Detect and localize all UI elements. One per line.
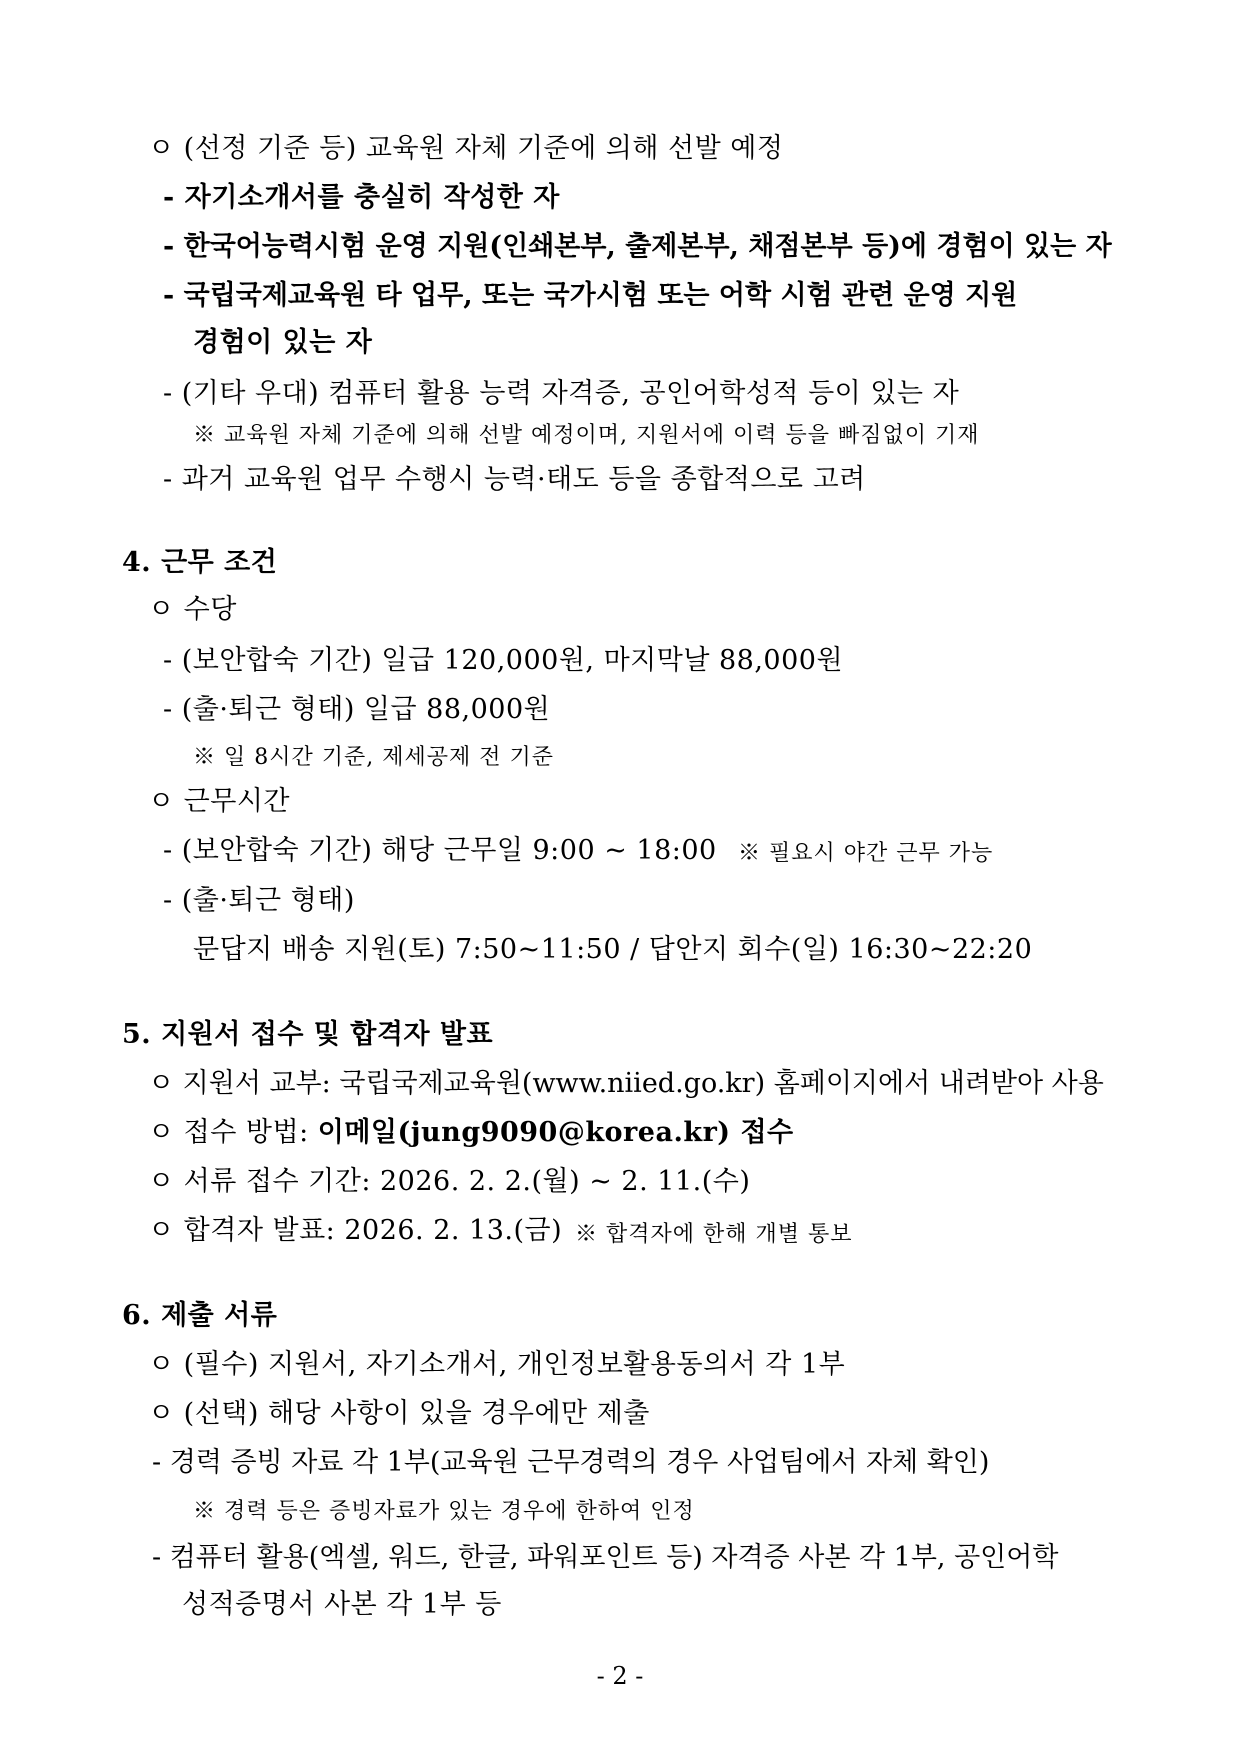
section-4-title: 4. 근무 조건 <box>122 547 278 578</box>
pay-line-1: - (보안합숙 기간) 일급 120,000원, 마지막날 88,000원 <box>163 645 844 676</box>
criteria-extra: - (기타 우대) 컴퓨터 활용 능력 자격증, 공인어학성적 등이 있는 자 <box>163 378 960 409</box>
section-5-title: 5. 지원서 접수 및 합격자 발표 <box>122 1019 494 1050</box>
career-documents: - 경력 증빙 자료 각 1부(교육원 근무경력의 경우 사업팀에서 자체 확인) <box>152 1447 990 1478</box>
application-method <box>148 1115 794 1151</box>
announcement-date: ㅇ 합격자 발표: 2026. 2. 13.(금) <box>148 1215 563 1246</box>
hours-line-1: - (보안합숙 기간) 해당 근무일 9:00 ~ 18:00 <box>163 835 717 866</box>
criteria-item-3: - 국립국제교육원 타 업무, 또는 국가시험 또는 어학 시험 관련 운영 지원 <box>163 280 1018 311</box>
criteria-intro: ㅇ (선정 기준 등) 교육원 자체 기준에 의해 선발 예정 <box>148 133 784 164</box>
hours-label: ㅇ 근무시간 <box>148 786 290 817</box>
application-method-label: ㅇ 접수 방법: <box>148 1117 318 1148</box>
pay-label: ㅇ 수당 <box>148 594 237 625</box>
computer-documents-line-1: - 컴퓨터 활용(엑셀, 워드, 한글, 파워포인트 등) 자격증 사본 각 1부, 공인어학 <box>152 1542 1059 1573</box>
criteria-extra-note: ※ 교육원 자체 기준에 의해 선발 예정이며, 지원서에 이력 등을 빠짐없이 기재 <box>193 423 980 448</box>
hours-line-2: - (출·퇴근 형태) <box>163 885 355 916</box>
criteria-past: - 과거 교육원 업무 수행시 능력·태도 등을 종합적으로 고려 <box>163 464 866 495</box>
application-email: 이메일(jung9090@korea.kr) 접수 <box>317 1117 794 1148</box>
required-documents: ㅇ (필수) 지원서, 자기소개서, 개인정보활용동의서 각 1부 <box>148 1349 846 1380</box>
criteria-item-1: - 자기소개서를 충실히 작성한 자 <box>163 182 560 213</box>
page-number: - 2 - <box>596 1662 644 1690</box>
optional-documents: ㅇ (선택) 해당 사항이 있을 경우에만 제출 <box>148 1398 650 1429</box>
hours-line-3: 문답지 배송 지원(토) 7:50~11:50 / 답안지 회수(일) 16:30~22:20 <box>193 934 1033 965</box>
career-note: ※ 경력 등은 증빙자료가 있는 경우에 한하여 인정 <box>193 1499 695 1524</box>
application-period: ㅇ 서류 접수 기간: 2026. 2. 2.(월) ~ 2. 11.(수) <box>148 1166 751 1197</box>
application-form: ㅇ 지원서 교부: 국립국제교육원(www.niied.go.kr) 홈페이지에서 내려받아 사용 <box>148 1068 1104 1099</box>
criteria-item-3-cont: 경험이 있는 자 <box>193 327 373 358</box>
pay-line-2: - (출·퇴근 형태) 일급 88,000원 <box>163 694 551 725</box>
criteria-item-2: - 한국어능력시험 운영 지원(인쇄본부, 출제본부, 채점본부 등)에 경험이 있는 자 <box>163 231 1112 262</box>
hours-line-1-note: ※ 필요시 야간 근무 가능 <box>738 841 994 866</box>
pay-note: ※ 일 8시간 기준, 제세공제 전 기준 <box>193 745 554 770</box>
announcement-note: ※ 합격자에 한해 개별 통보 <box>575 1222 853 1247</box>
section-6-title: 6. 제출 서류 <box>122 1300 278 1331</box>
computer-documents-line-2: 성적증명서 사본 각 1부 등 <box>182 1589 502 1620</box>
